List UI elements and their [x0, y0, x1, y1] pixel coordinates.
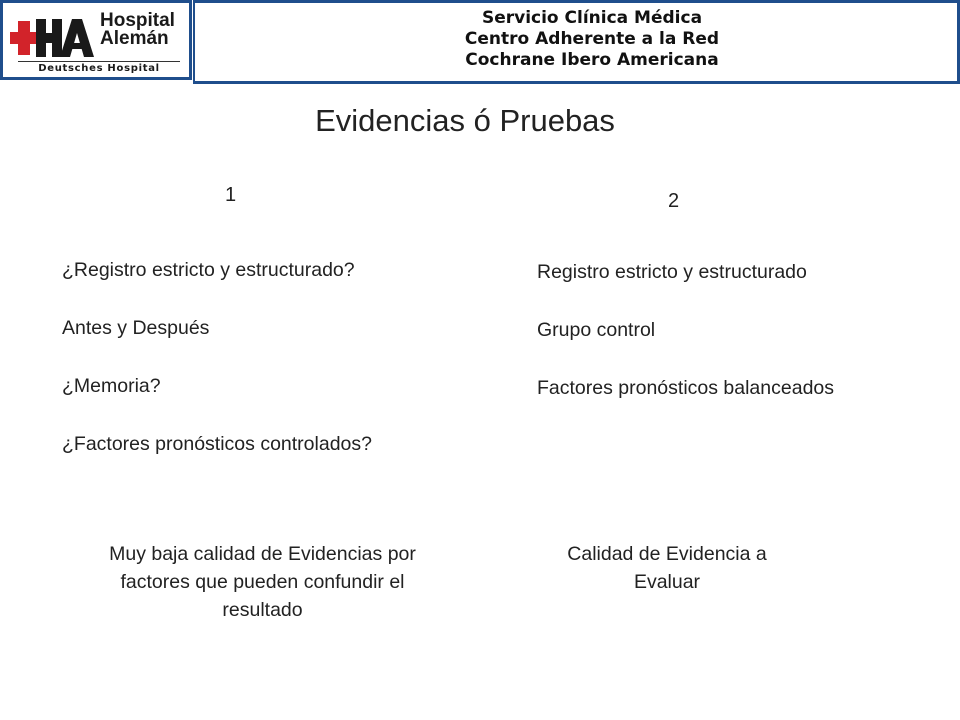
- column-1-item: ¿Factores pronósticos controlados?: [62, 433, 372, 455]
- hospital-logo-icon: [10, 15, 94, 61]
- header-line-2: Centro Adherente a la Red: [464, 29, 720, 49]
- column-2-note: Calidad de Evidencia a Evaluar: [567, 543, 767, 593]
- header: [0, 0, 960, 86]
- logo-name-line1: Hospital: [100, 10, 175, 31]
- column-2-item: Grupo control: [537, 319, 656, 341]
- header-text: [341, 8, 843, 71]
- column-2-item: Registro estricto y estructurado: [537, 261, 807, 283]
- column-1-note: Muy baja calidad de Evidencias por factores que pueden confundir el resultado: [109, 543, 416, 621]
- column-2-list: [537, 260, 837, 400]
- logo-name: [100, 12, 175, 48]
- logo-name-line2: Alemán: [100, 28, 169, 49]
- column-1-list: [62, 258, 482, 490]
- header-line-1: Servicio Clínica Médica: [481, 8, 703, 28]
- column-1-item: Antes y Después: [62, 317, 210, 339]
- column-1-item: ¿Memoria?: [62, 375, 161, 397]
- column-1-item: ¿Registro estricto y estructurado?: [62, 259, 355, 281]
- header-line-3: Cochrane Ibero Americana: [465, 50, 719, 70]
- hospital-logo: [0, 0, 192, 80]
- slide-title: Evidencias ó Pruebas: [315, 103, 615, 138]
- column-2-number: 2: [668, 190, 680, 212]
- header-banner: [193, 0, 960, 84]
- column-2-item: Factores pronósticos balanceados: [537, 377, 835, 399]
- logo-subtitle: Deutsches Hospital: [18, 61, 180, 76]
- column-1-number: 1: [225, 184, 237, 206]
